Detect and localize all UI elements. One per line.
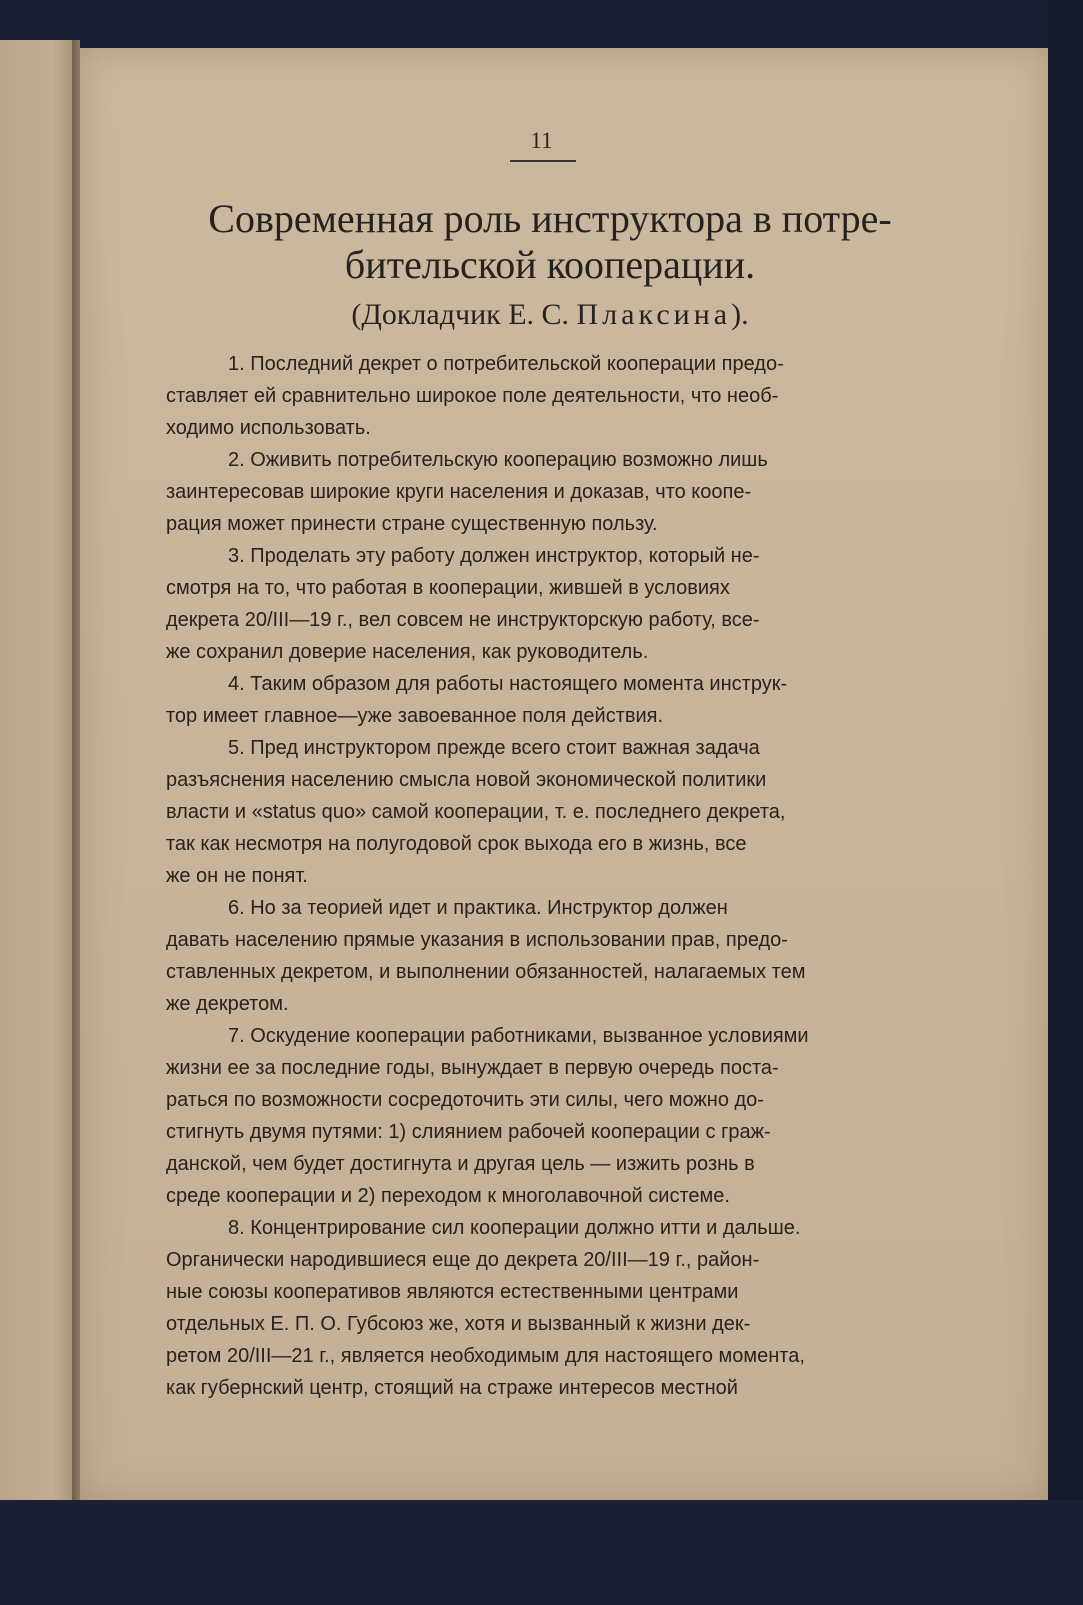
speaker-prefix: (Докладчик Е. С.: [351, 298, 577, 331]
paragraph-3: 3. Проделать эту работу должен инструктор, который не- смотря на то, что работая в кооперации, жившей в условиях декрета 20/III—19 г., вел совсем не инструкторскую работу, все- же сохранил доверие населения, как руководитель.: [166, 545, 760, 663]
title-line-2: бительской кооперации.: [344, 242, 756, 287]
speaker-suffix: ).: [731, 298, 749, 331]
paragraph-5: 5. Пред инструктором прежде всего стоит важная задача разъяснения населению смысла новой экономической политики власти и «status quo» самой кооперации, т. е. последнего декрета, так как несмотря на полугодовой срок выхода его в жизнь, все же он не понят.: [166, 737, 786, 887]
page-number-rule: [510, 160, 576, 162]
title-line-1: Современная роль инструктора в потре-: [208, 196, 892, 241]
paragraph-2: 2. Оживить потребительскую кооперацию возможно лишь заинтересовав широкие круги населения и доказав, что коопе- рация может принести стране существенную пользу.: [166, 449, 768, 535]
book-cover-right: [1048, 0, 1083, 1605]
body-text: [166, 348, 936, 1404]
speaker-line: [150, 298, 950, 332]
paragraph-8: 8. Концентрирование сил кооперации должно итти и дальше. Органически народившиеся еще до декрета 20/III—19 г., район- ные союзы кооперативов являются естественными центрами отдельных Е. П. О. Губсоюз же, хотя и вызванный к жизни дек- ретом 20/III—21 г., является необходимым для настоящего момента, как губернский центр, стоящий на страже интересов местной: [166, 1217, 805, 1399]
book-cover-top: [0, 0, 1083, 48]
paragraph-4: 4. Таким образом для работы настоящего момента инструк- тор имеет главное—уже завоеванное поля действия.: [166, 673, 788, 727]
page-number: 11: [530, 128, 553, 153]
book-cover-bottom: [0, 1500, 1083, 1605]
paragraph-7: 7. Оскудение кооперации работниками, вызванное условиями жизни ее за последние годы, вынуждает в первую очередь поста- раться по возможности сосредоточить эти силы, чего можно до- стигнуть двумя путями: 1) слиянием рабочей кооперации с граж- данской, чем будет достигнута и другая цель — изжить рознь в среде кооперации и 2) переходом к многолавочной системе.: [166, 1025, 809, 1207]
left-page-edge: [0, 40, 74, 1510]
paragraph-1: 1. Последний декрет о потребительской кооперации предо- ставляет ей сравнительно широкое поле деятельности, что необ- ходимо использовать.: [166, 353, 784, 439]
speaker-name: Плаксина: [576, 298, 732, 331]
paragraph-6: 6. Но за теорией идет и практика. Инструктор должен давать населению прямые указания в использовании прав, предо- ставленных декретом, и выполнении обязанностей, налагаемых тем же декретом.: [166, 897, 806, 1015]
book-spine: [72, 40, 80, 1510]
article-title: [150, 196, 950, 288]
